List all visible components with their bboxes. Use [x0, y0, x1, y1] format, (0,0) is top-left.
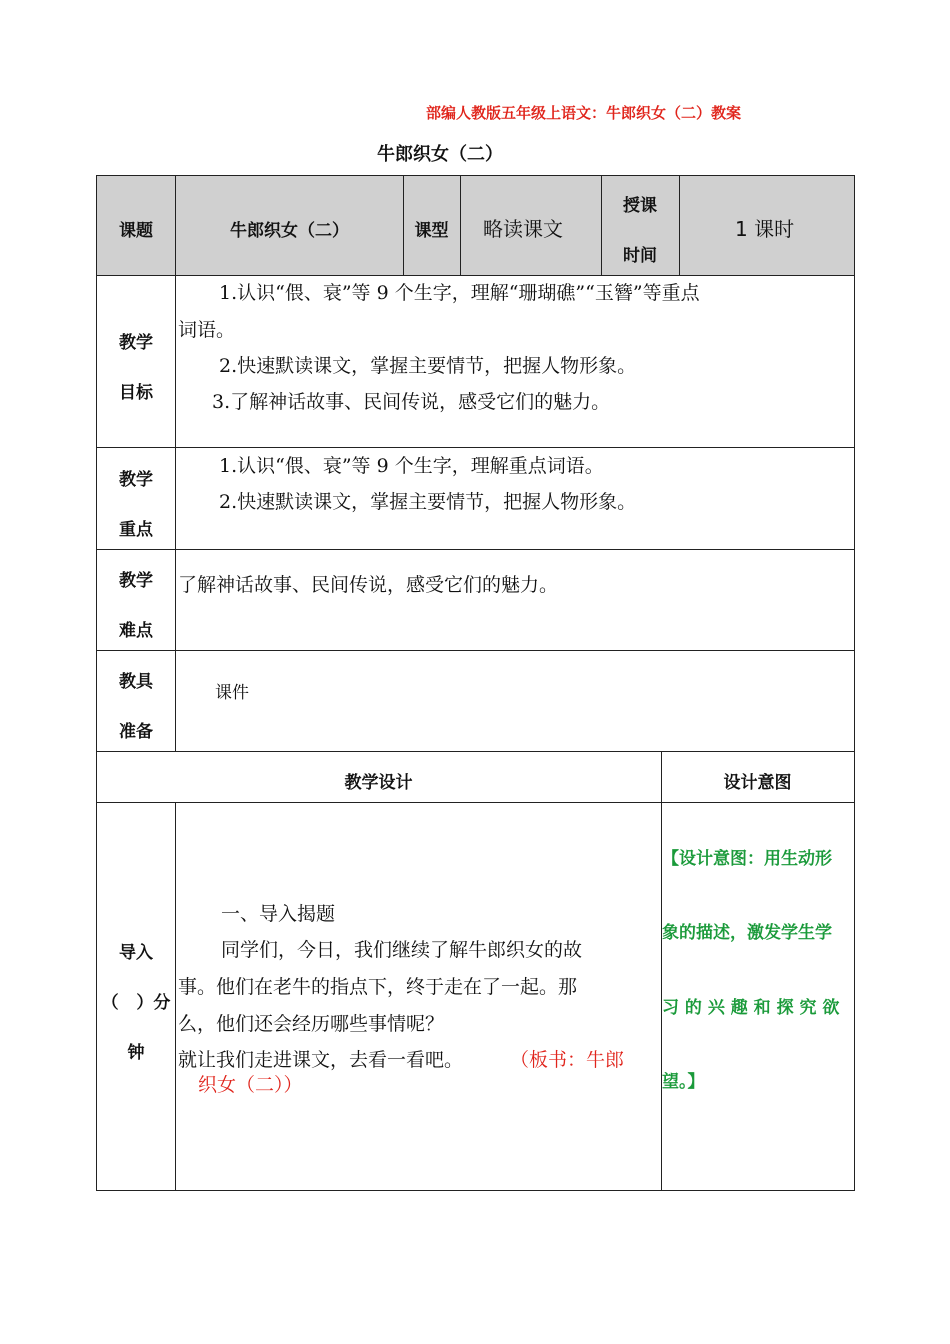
page-title: 牛郎织女（二）: [377, 144, 503, 165]
intro-paragraph-1: 同学们，今日，我们继续了解牛郎织女的故: [221, 939, 583, 961]
rule: [96, 650, 855, 651]
intro-heading: 一、导入揭题: [221, 903, 336, 925]
header-banner: 部编人教版五年级上语文：牛郎织女（二）教案: [426, 104, 742, 122]
rule: [679, 175, 680, 275]
intro-paragraph-2: 事。他们在老牛的指点下，终于走在了一起。那: [178, 976, 578, 998]
topic-label: 课题: [119, 221, 153, 241]
rule: [460, 175, 461, 275]
intent-line-1: 【设计意图：用生动形: [662, 849, 832, 869]
topic-value: 牛郎织女（二）: [230, 221, 349, 241]
goals-line-1: 1.认识“偎、衰”等 9 个生字，理解“珊瑚礁”“玉簪”等重点: [219, 282, 700, 304]
difficulties-line-1: 了解神话故事、民间传说，感受它们的魅力。: [178, 574, 559, 596]
time-label-1: 授课: [623, 196, 657, 216]
intent-line-4: 望。】: [662, 1072, 705, 1092]
rule: [96, 751, 855, 752]
keypoints-line-1: 1.认识“偎、衰”等 9 个生字，理解重点词语。: [219, 455, 604, 477]
tools-label-1: 教具: [119, 672, 153, 692]
rule: [854, 175, 855, 1191]
rule: [661, 751, 662, 1191]
rule: [96, 549, 855, 550]
keypoints-label-2: 重点: [119, 520, 153, 540]
keypoints-line-2: 2.快速默读课文，掌握主要情节，把握人物形象。: [219, 491, 637, 513]
rule: [175, 175, 176, 752]
time-label-2: 时间: [623, 246, 657, 266]
goals-line-3: 3.了解神话故事、民间传说，感受它们的魅力。: [212, 391, 611, 413]
board-note-a: （板书：牛郎: [510, 1049, 625, 1071]
intent-header: 设计意图: [723, 773, 792, 793]
design-header: 教学设计: [344, 773, 413, 793]
rule: [96, 275, 855, 276]
difficulties-label-2: 难点: [119, 621, 153, 641]
goals-label-1: 教学: [119, 333, 153, 353]
board-note-b: 织女（二））: [198, 1074, 303, 1096]
rule: [96, 175, 855, 176]
tools-label-2: 准备: [119, 722, 153, 742]
intro-label-3: 钟: [127, 1043, 145, 1063]
time-value: 1 课时: [735, 217, 795, 241]
goals-line-2: 2.快速默读课文，掌握主要情节，把握人物形象。: [219, 355, 637, 377]
rule: [96, 447, 855, 448]
rule: [96, 1190, 855, 1191]
intro-label-2: （ ）分: [101, 993, 171, 1013]
intro-paragraph-4: 就让我们走进课文，去看一看吧。: [178, 1049, 464, 1071]
goals-line-1b: 词语。: [178, 319, 236, 341]
tools-value: 课件: [215, 683, 249, 703]
rule: [96, 802, 855, 803]
difficulties-label-1: 教学: [119, 571, 153, 591]
intent-line-2: 象的描述，激发学生学: [662, 923, 832, 943]
intro-paragraph-3: 么，他们还会经历哪些事情呢？: [178, 1013, 445, 1035]
type-label: 课型: [414, 221, 449, 241]
intent-line-3: 习 的 兴 趣 和 探 究 欲: [662, 998, 840, 1018]
type-value: 略读课文: [483, 217, 563, 241]
intro-label-1: 导入: [119, 943, 153, 963]
keypoints-label-1: 教学: [119, 470, 153, 490]
goals-label-2: 目标: [119, 383, 153, 403]
